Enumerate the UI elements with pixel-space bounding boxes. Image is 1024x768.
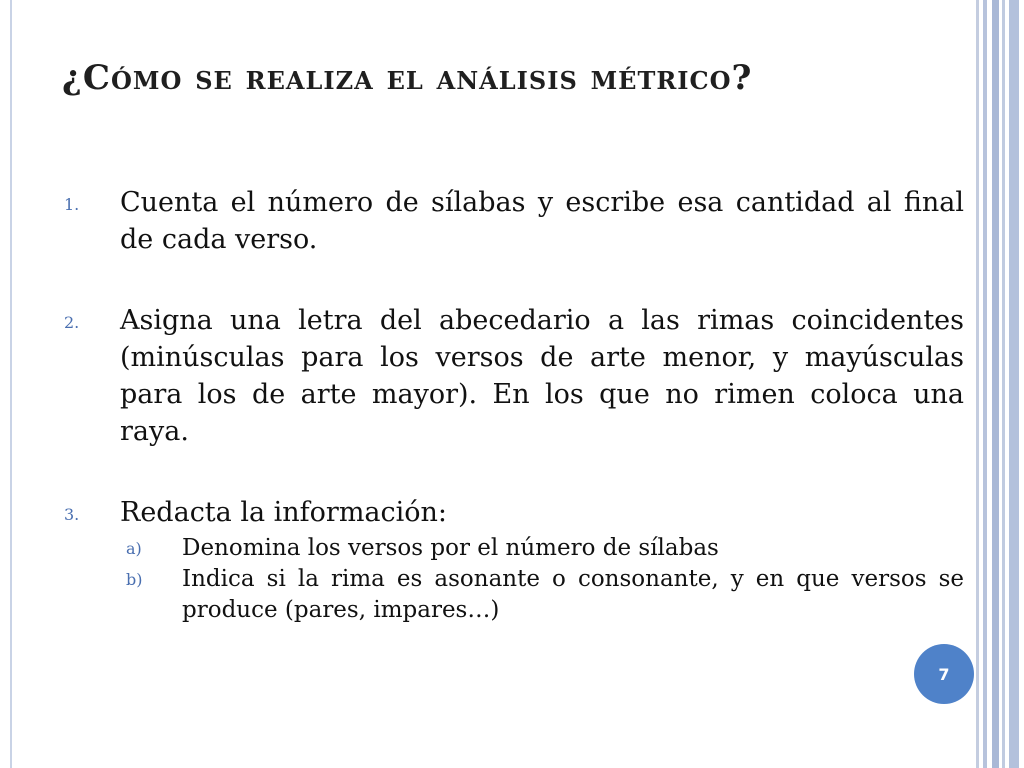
stripe: [992, 0, 999, 768]
list-marker: 1.: [64, 195, 80, 214]
numbered-list: [58, 184, 964, 626]
sub-list: [120, 533, 964, 626]
slide-title: ¿Cómo se realiza el análisis métrico?: [62, 58, 753, 98]
list-item: [58, 302, 964, 450]
right-decorative-stripes: [976, 0, 1024, 768]
left-border-line: [10, 0, 12, 768]
sub-list-item-text: Denomina los versos por el número de sílabas: [182, 535, 719, 561]
stripe: [976, 0, 979, 768]
sub-list-item-text: Indica si la rima es asonante o consonante, y en que versos se produce (pares, impares…): [182, 566, 964, 623]
list-item-text: Redacta la información:: [120, 497, 448, 528]
sub-list-item: [120, 533, 964, 564]
list-item-text: Asigna una letra del abecedario a las rimas coincidentes (minúsculas para los versos de arte menor, y mayúsculas para los de arte mayor). En los que no rimen coloca una raya.: [120, 305, 964, 447]
list-marker: 2.: [64, 313, 80, 332]
list-marker: 3.: [64, 505, 80, 524]
sub-list-marker: a): [126, 539, 142, 558]
sub-list-marker: b): [126, 570, 143, 589]
list-item-text: Cuenta el número de sílabas y escribe esa cantidad al final de cada verso.: [120, 187, 964, 255]
stripe: [983, 0, 987, 768]
stripe: [1009, 0, 1019, 768]
sub-list-item: [120, 564, 964, 626]
list-item: [58, 184, 964, 258]
page-number-badge: 7: [914, 644, 974, 704]
stripe: [1002, 0, 1005, 768]
list-item: [58, 494, 964, 626]
